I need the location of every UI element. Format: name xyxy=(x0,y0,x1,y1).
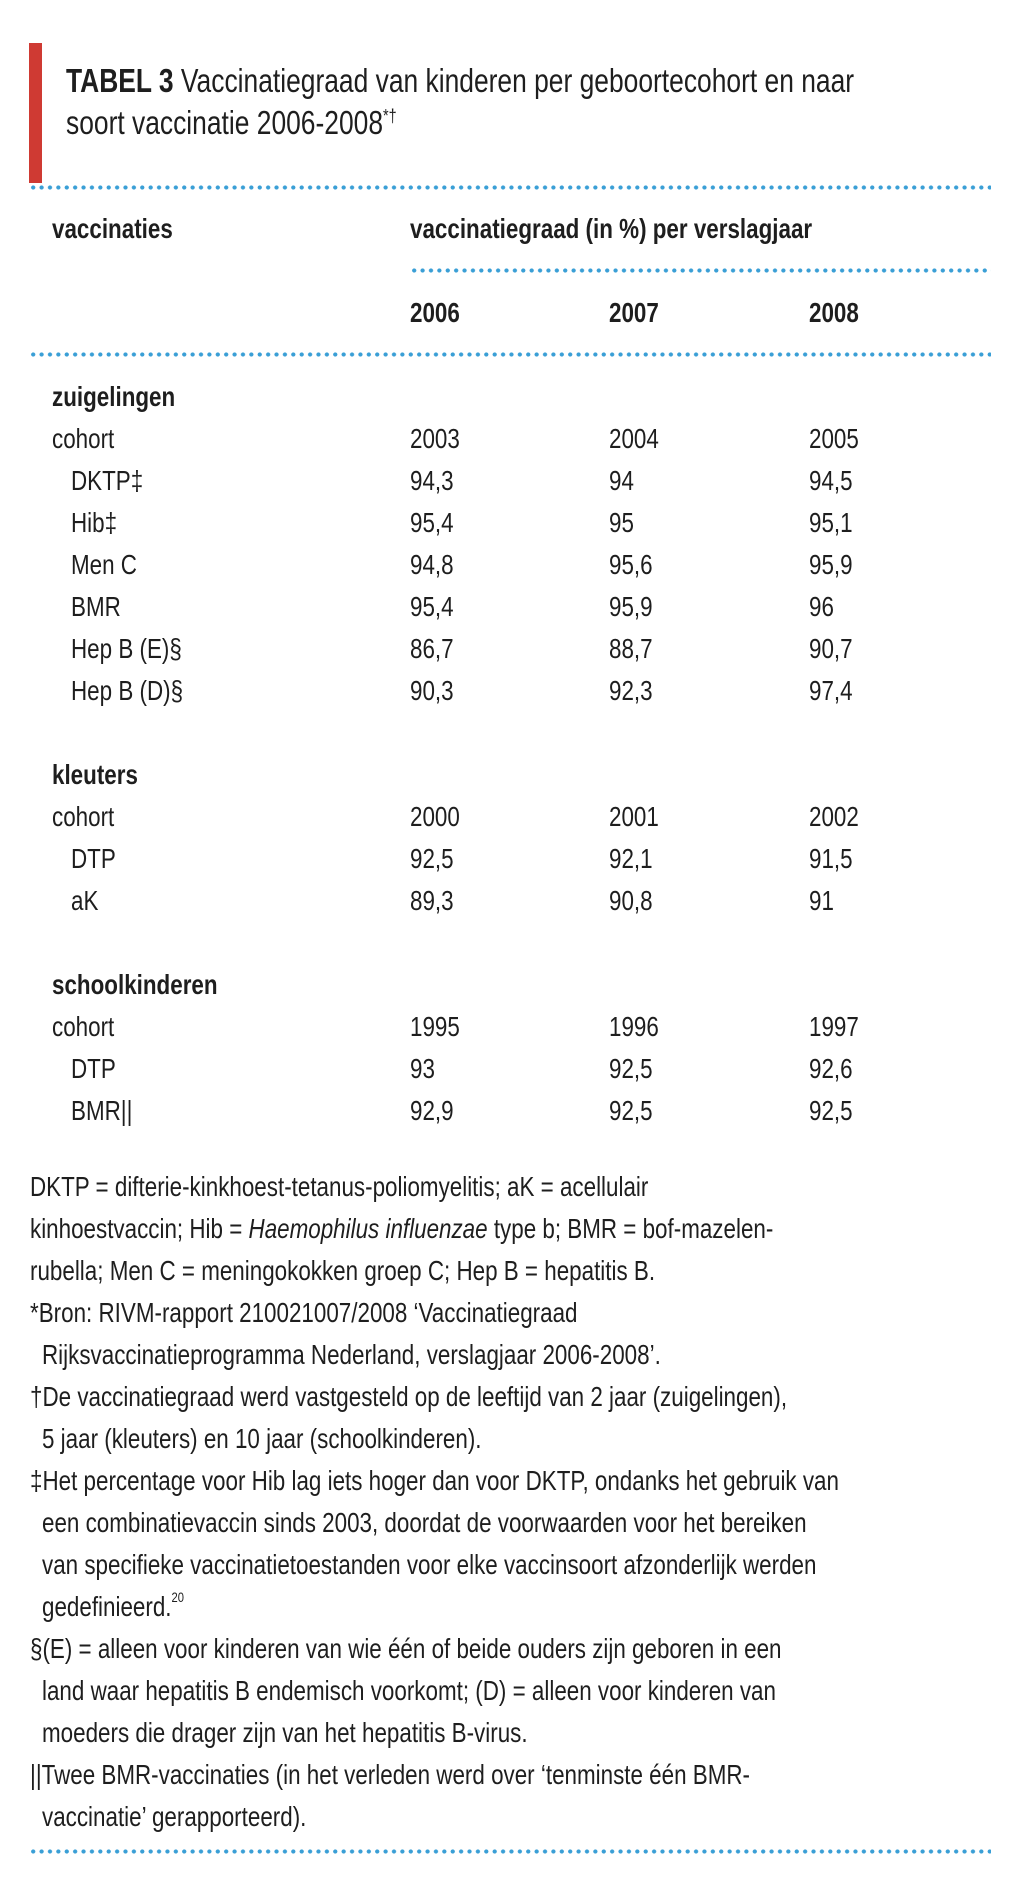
cohort-row xyxy=(0,1006,1010,1048)
cell-2008: 91 xyxy=(809,885,834,916)
cell-2006: 89,3 xyxy=(410,885,454,916)
footnote-double-dagger-line-1: ‡Het percentage voor Hib lag iets hoger dan voor DKTP, ondanks het gebruik van xyxy=(30,1465,839,1496)
cell-2007: 88,7 xyxy=(609,633,653,664)
footnote-section-line-3: moeders die drager zijn van het hepatitis B-virus. xyxy=(42,1717,528,1748)
row-label: cohort xyxy=(52,1011,115,1042)
footnote-pipes-line-1: ||Twee BMR-vaccinaties (in het verleden werd over ‘tenminste één BMR- xyxy=(30,1759,751,1790)
reference-number: 20 xyxy=(171,1589,184,1605)
row-label: Hep B (D)§ xyxy=(71,675,184,706)
cohort-row xyxy=(0,796,1010,838)
year-header-2008: 2008 xyxy=(809,297,859,328)
cell-2007: 95,6 xyxy=(609,549,653,580)
cell-2006: 1995 xyxy=(410,1011,460,1042)
table-row xyxy=(0,544,1010,586)
column-header-vaccinaties: vaccinaties xyxy=(52,213,173,244)
cell-2007: 92,1 xyxy=(609,843,653,874)
cell-2007: 90,8 xyxy=(609,885,653,916)
cell-2008: 97,4 xyxy=(809,675,853,706)
cell-2006: 86,7 xyxy=(410,633,454,664)
cell-2008: 92,6 xyxy=(809,1053,853,1084)
footnotes xyxy=(30,1166,1010,1838)
group-heading-kleuters: kleuters xyxy=(52,759,138,790)
title-footnote-marks: *† xyxy=(383,106,397,126)
cell-2006: 92,5 xyxy=(410,843,454,874)
divider-header-bottom xyxy=(29,352,991,357)
row-label: BMR|| xyxy=(71,1095,133,1126)
table-title xyxy=(66,60,1010,144)
cell-2007: 95,9 xyxy=(609,591,653,622)
row-label: Hib‡ xyxy=(71,507,118,538)
cohort-row xyxy=(0,418,1010,460)
row-label: Hep B (E)§ xyxy=(71,633,182,664)
footnote-double-dagger-line-2: een combinatievaccin sinds 2003, doordat de voorwaarden voor het bereiken xyxy=(42,1507,807,1538)
row-label: BMR xyxy=(71,591,121,622)
row-label: cohort xyxy=(52,801,115,832)
cell-2006: 94,3 xyxy=(410,465,454,496)
cell-2008: 2005 xyxy=(809,423,859,454)
divider-bottom xyxy=(29,1849,991,1854)
cell-2008: 1997 xyxy=(809,1011,859,1042)
divider-top xyxy=(29,185,991,190)
table-row xyxy=(0,880,1010,922)
cell-2006: 93 xyxy=(410,1053,435,1084)
cell-2006: 2000 xyxy=(410,801,460,832)
cell-2006: 95,4 xyxy=(410,507,454,538)
row-label: DTP xyxy=(71,843,116,874)
column-group-header: vaccinatiegraad (in %) per verslagjaar xyxy=(410,213,813,244)
table-row xyxy=(0,628,1010,670)
cell-2006: 2003 xyxy=(410,423,460,454)
row-label: DKTP‡ xyxy=(71,465,144,496)
group-heading-schoolkinderen: schoolkinderen xyxy=(52,969,218,1000)
footnote-source-line-2: Rijksvaccinatieprogramma Nederland, verslagjaar 2006-2008’. xyxy=(42,1339,661,1370)
table-row xyxy=(0,838,1010,880)
divider-group-header xyxy=(410,268,991,273)
cell-2006: 90,3 xyxy=(410,675,454,706)
footnote-double-dagger-line-4: gedefinieerd.$^{20}$ xyxy=(42,1589,184,1622)
cell-2007: 95 xyxy=(609,507,634,538)
accent-bar xyxy=(29,43,42,183)
cell-2006: 92,9 xyxy=(410,1095,454,1126)
cell-2008: 96 xyxy=(809,591,834,622)
year-header-2007: 2007 xyxy=(609,297,659,328)
table-row xyxy=(0,1048,1010,1090)
cell-2008: 95,9 xyxy=(809,549,853,580)
footnote-dagger-line-1: †De vaccinatiegraad werd vastgesteld op de leeftijd van 2 jaar (zuigelingen), xyxy=(30,1381,788,1412)
footnote-abbreviations-line-1: DKTP = difterie-kinkhoest-tetanus-poliomyelitis; aK = acellulair xyxy=(30,1171,649,1202)
table-row xyxy=(0,502,1010,544)
row-label: aK xyxy=(71,885,99,916)
row-label: cohort xyxy=(52,423,115,454)
table-row xyxy=(0,670,1010,712)
footnote-section-line-1: §(E) = alleen voor kinderen van wie één of beide ouders zijn geboren in een xyxy=(30,1633,782,1664)
cell-2007: 92,5 xyxy=(609,1053,653,1084)
cell-2008: 91,5 xyxy=(809,843,853,874)
species-name: Haemophilus influenzae xyxy=(248,1213,488,1244)
table-row xyxy=(0,586,1010,628)
footnote-double-dagger-line-3: van specifieke vaccinatietoestanden voor elke vaccinsoort afzonderlijk werden xyxy=(42,1549,817,1580)
cell-2007: 2004 xyxy=(609,423,659,454)
cell-2008: 92,5 xyxy=(809,1095,853,1126)
cell-2007: 92,3 xyxy=(609,675,653,706)
cell-2006: 94,8 xyxy=(410,549,454,580)
cell-2007: 92,5 xyxy=(609,1095,653,1126)
cell-2007: 1996 xyxy=(609,1011,659,1042)
cell-2008: 90,7 xyxy=(809,633,853,664)
title-line-2: soort vaccinatie 2006-2008 xyxy=(66,104,384,141)
cell-2007: 2001 xyxy=(609,801,659,832)
cell-2008: 95,1 xyxy=(809,507,853,538)
footnote-abbreviations-line-2: kinhoestvaccin; Hib = Haemophilus influenzae type b; BMR = bof-mazelen- xyxy=(30,1213,774,1244)
title-line-1: Vaccinatiegraad van kinderen per geboortecohort en naar xyxy=(180,62,855,99)
footnote-dagger-line-2: 5 jaar (kleuters) en 10 jaar (schoolkinderen). xyxy=(42,1423,482,1454)
table-row xyxy=(0,460,1010,502)
year-header-2006: 2006 xyxy=(410,297,460,328)
footnote-abbreviations-line-3: rubella; Men C = meningokokken groep C; Hep B = hepatitis B. xyxy=(30,1255,656,1286)
cell-2006: 95,4 xyxy=(410,591,454,622)
footnote-pipes-line-2: vaccinatie’ gerapporteerd). xyxy=(42,1801,307,1832)
footnote-source-line-1: *Bron: RIVM-rapport 210021007/2008 ‘Vaccinatiegraad xyxy=(30,1297,578,1328)
table-row xyxy=(0,1090,1010,1132)
table-label: TABEL 3 xyxy=(66,62,174,99)
row-label: Men C xyxy=(71,549,137,580)
cell-2008: 2002 xyxy=(809,801,859,832)
group-heading-zuigelingen: zuigelingen xyxy=(52,381,176,412)
footnote-section-line-2: land waar hepatitis B endemisch voorkomt; (D) = alleen voor kinderen van xyxy=(42,1675,776,1706)
cell-2008: 94,5 xyxy=(809,465,853,496)
row-label: DTP xyxy=(71,1053,116,1084)
cell-2007: 94 xyxy=(609,465,634,496)
